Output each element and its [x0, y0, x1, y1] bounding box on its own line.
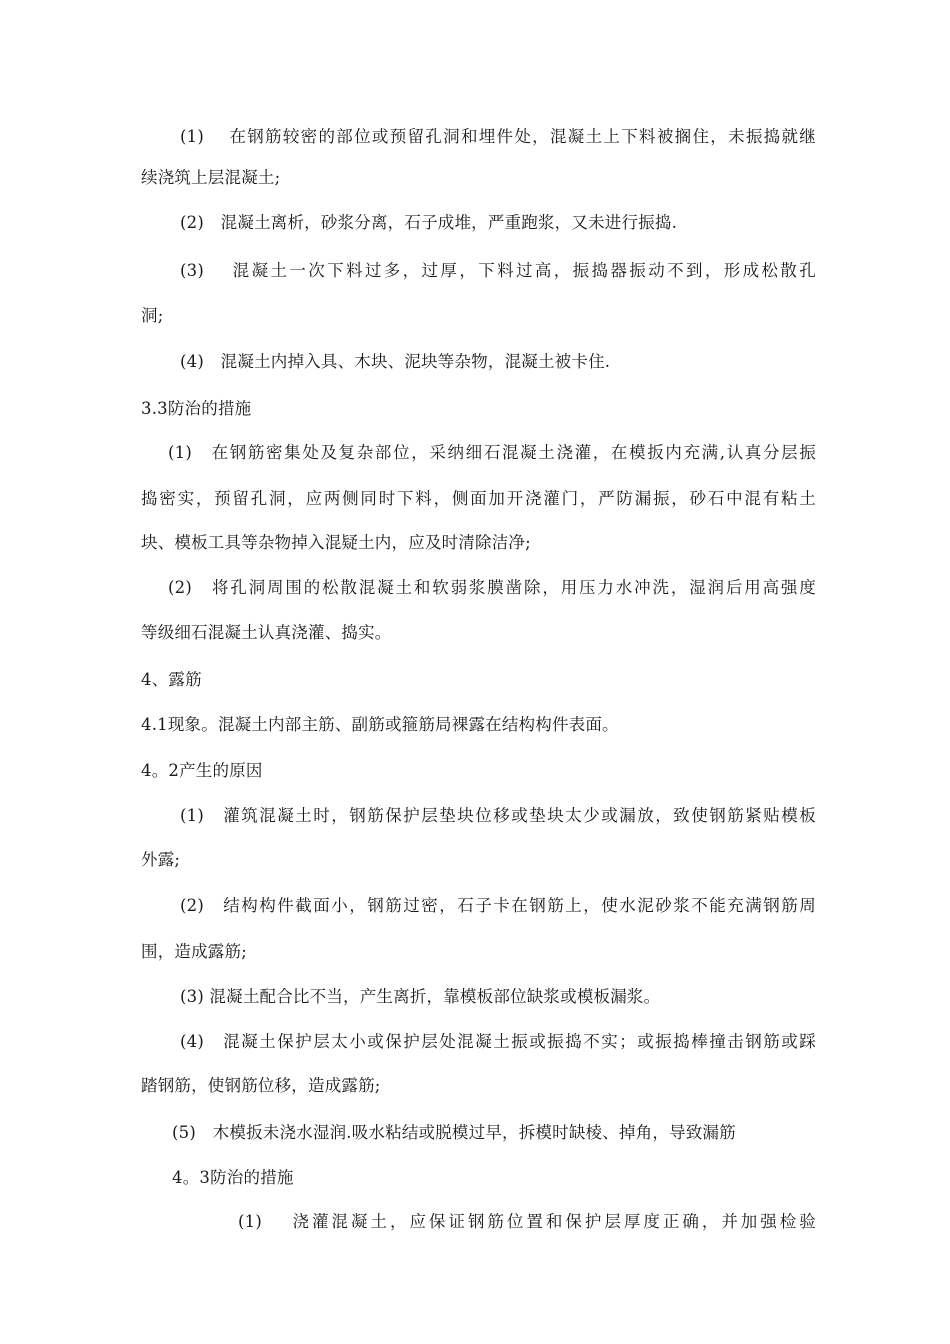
- section-heading-4: 4、露筋: [141, 670, 202, 689]
- paragraph-line-23: (5) 木模扳未浇水湿润.吸水粘结或脱模过早，拆模时缺棱、掉角，导致漏筋: [172, 1123, 736, 1142]
- paragraph-line-16: (1) 灌筑混凝土时，钢筋保护层垫块位移或垫块太少或漏放，致使钢筋紧贴模板: [180, 806, 816, 825]
- paragraph-line-9: 捣密实，预留孔洞，应两侧同时下料，侧面加开浇灌门，严防漏振，砂石中混有粘土: [141, 489, 816, 508]
- section-heading-4-2: 4。2产生的原因: [141, 761, 263, 780]
- section-heading-4-3: 4。3防治的措施: [172, 1168, 294, 1187]
- paragraph-line-6: (4) 混凝土内掉入具、木块、泥块等杂物，混凝土被卡住.: [180, 352, 611, 371]
- paragraph-line-12: 等级细石混凝土认真浇灌、捣实。: [141, 623, 392, 642]
- paragraph-line-11: (2) 将孔洞周围的松散混凝土和软弱浆膜凿除，用压力水冲洗，湿润后用高强度: [168, 578, 816, 597]
- paragraph-line-8: (1) 在钢筋密集处及复杂部位，采纳细石混凝土浇灌，在模扳内充满,认真分层振: [168, 443, 816, 462]
- paragraph-line-2: 续浇筑上层混凝土;: [141, 168, 281, 187]
- paragraph-line-17: 外露;: [141, 850, 181, 869]
- paragraph-line-25: (1) 浇灌混凝土，应保证钢筋位置和保护层厚度正确，并加强检验: [238, 1212, 816, 1231]
- paragraph-line-19: 围，造成露筋;: [141, 942, 247, 961]
- section-heading-3-3: 3.3防治的措施: [141, 399, 252, 418]
- paragraph-line-21: (4) 混凝土保护层太小或保护层处混凝土振或振捣不实；或振捣棒撞击钢筋或踩: [180, 1032, 816, 1051]
- paragraph-line-18: (2) 结构构件截面小，钢筋过密，石子卡在钢筋上，使水泥砂浆不能充满钢筋周: [180, 896, 816, 915]
- paragraph-line-5: 洞;: [141, 306, 164, 325]
- paragraph-line-22: 踏钢筋，使钢筋位移，造成露筋;: [141, 1076, 381, 1095]
- paragraph-line-1: (1) 在钢筋较密的部位或预留孔洞和埋件处，混凝土上下料被搁住，未振捣就继: [180, 127, 816, 146]
- paragraph-line-3: (2) 混凝土离析，砂浆分离，石子成堆，严重跑浆，又未进行振捣.: [180, 213, 678, 232]
- paragraph-line-10: 块、模板工具等杂物掉入混疑土内，应及时清除洁净;: [141, 533, 531, 552]
- section-heading-4-1: 4.1现象。混凝土内部主筋、副筋或箍筋局裸露在结构构件表面。: [141, 715, 619, 734]
- paragraph-line-20: (3) 混凝土配合比不当，产生离折，靠模板部位缺浆或模板漏浆。: [180, 987, 661, 1006]
- paragraph-line-4: (3) 混凝土一次下料过多，过厚，下料过高，振捣器振动不到，形成松散孔: [180, 261, 816, 280]
